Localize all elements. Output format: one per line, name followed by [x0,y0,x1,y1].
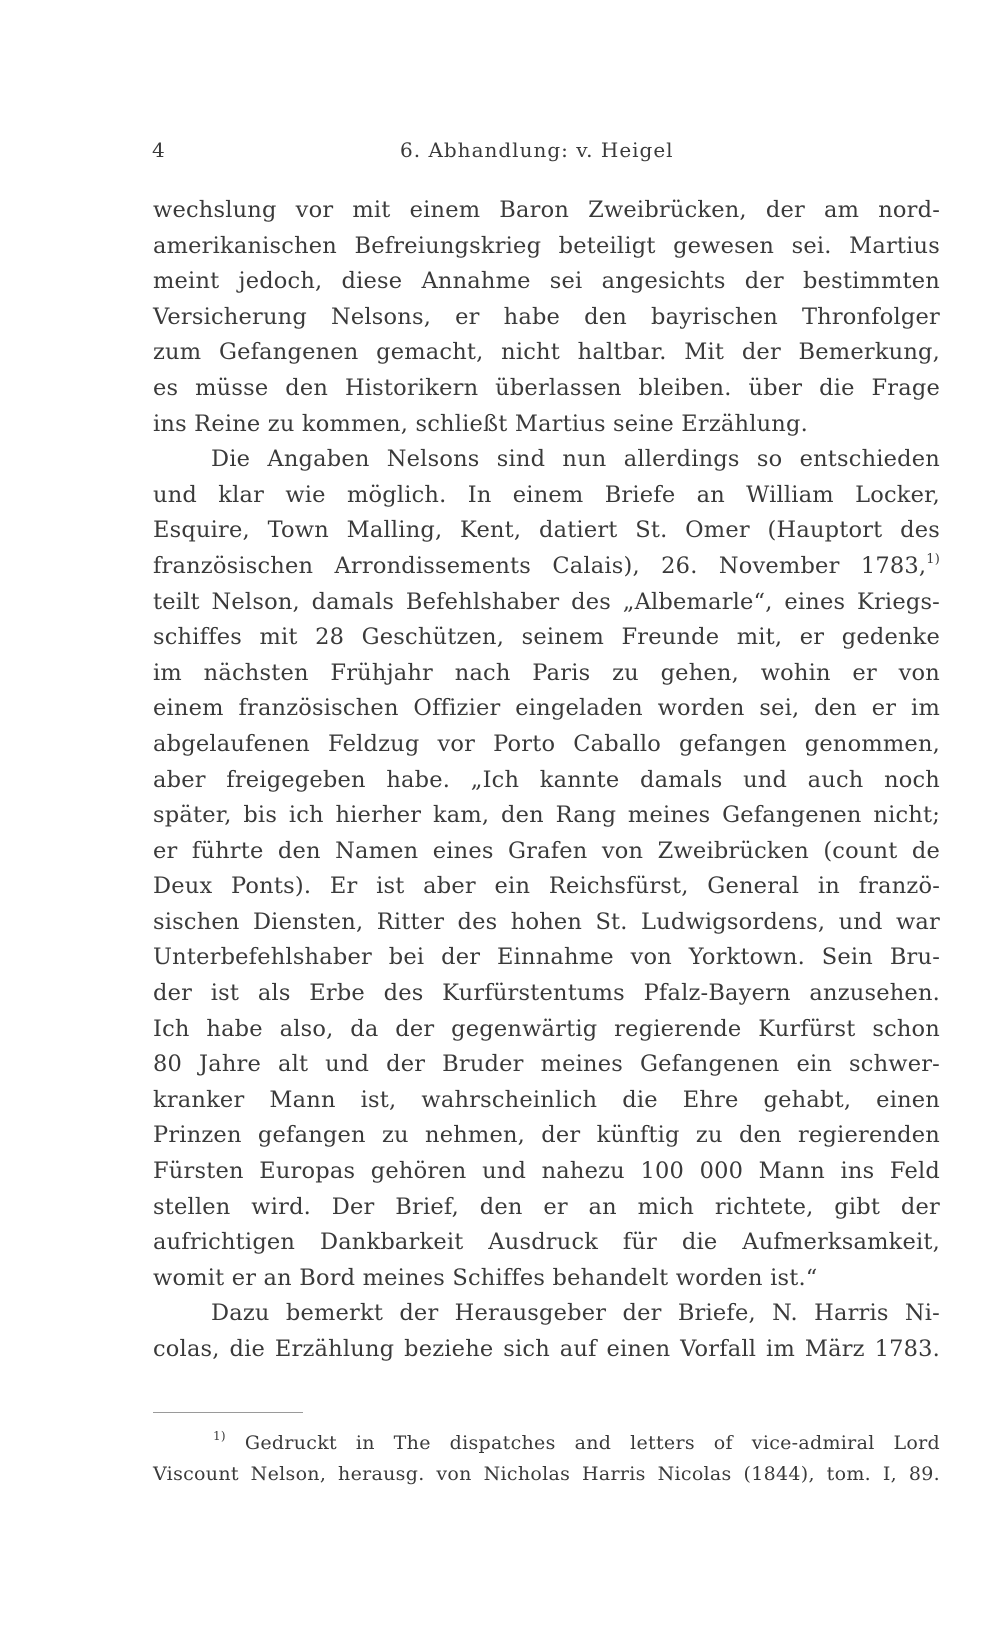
text-line-with-footnote [153,549,940,585]
footnote-reference: 1) [926,551,940,567]
text-line: Deux Ponts). Er ist aber ein Reichsfürst, General in franzö- [153,873,940,900]
text-line: 80 Jahre alt und der Bruder meines Gefangenen ein schwer- [153,1051,940,1078]
text-line: es müsse den Historikern überlassen bleiben. über die Frage [153,374,940,401]
text-line: und klar wie möglich. In einem Briefe an William Locker, [153,481,940,508]
text-line: womit er an Bord meines Schiffes behandelt worden ist.“ [153,1264,818,1291]
text-line: im nächsten Frühjahr nach Paris zu gehen, wohin er von [153,659,940,686]
text-line: kranker Mann ist, wahrscheinlich die Ehre gehabt, einen [153,1086,940,1113]
text-line: schiffes mit 28 Geschützen, seinem Freunde mit, er gedenke [153,624,940,651]
footnote-text: Gedruckt in The dispatches and letters of vice-admiral Lord [244,1432,940,1454]
text-line: abgelaufenen Feldzug vor Porto Caballo gefangen genommen, [153,730,940,757]
text-line: teilt Nelson, damals Befehlshaber des „Albemarle“, eines Kriegs- [153,588,940,615]
footnote-divider [153,1412,303,1413]
text-line: Fürsten Europas gehören und nahezu 100 000 Mann ins Feld [153,1158,940,1185]
text-line-content: französischen Arrondissements Calais), 26. November 1783, [153,552,927,579]
text-line: einem französischen Offizier eingeladen worden sei, den er im [153,695,940,722]
text-line: später, bis ich hierher kam, den Rang meines Gefangenen nicht; [153,802,940,829]
text-line: Dazu bemerkt der Herausgeber der Briefe, N. Harris Ni- [211,1300,940,1327]
text-line: aufrichtigen Dankbarkeit Ausdruck für die Aufmerksamkeit, [153,1229,940,1256]
text-line: zum Gefangenen gemacht, nicht haltbar. Mit der Bemerkung, [153,339,940,366]
main-text [153,193,940,1368]
text-line: meint jedoch, diese Annahme sei angesichts der bestimmten [153,268,940,295]
text-line: sischen Diensten, Ritter des hohen St. Ludwigsordens, und war [153,908,940,935]
footnote [153,1428,940,1490]
text-line: Unterbefehlshaber bei der Einnahme von Yorktown. Sein Bru- [153,944,940,971]
page-number: 4 [152,138,166,162]
running-title: 6. Abhandlung: v. Heigel [400,138,674,162]
text-line: Versicherung Nelsons, er habe den bayrischen Thronfolger [153,303,940,330]
text-line: er führte den Namen eines Grafen von Zweibrücken (count de [153,837,940,864]
text-line: der ist als Erbe des Kurfürstentums Pfalz-Bayern anzusehen. [153,980,940,1007]
running-header [152,138,932,170]
footnote-line [153,1428,940,1459]
text-line: ins Reine zu kommen, schließt Martius seine Erzählung. [153,410,808,437]
text-line: Prinzen gefangen zu nehmen, der künftig zu den regierenden [153,1122,940,1149]
text-line: wechslung vor mit einem Baron Zweibrücken, der am nord- [153,197,940,223]
text-line: colas, die Erzählung beziehe sich auf einen Vorfall im März 1783. [153,1336,940,1362]
text-line: stellen wird. Der Brief, den er an mich richtete, gibt der [153,1193,940,1220]
text-line: Esquire, Town Malling, Kent, datiert St. Omer (Hauptort des [153,517,940,544]
text-line: Die Angaben Nelsons sind nun allerdings so entschieden [211,446,940,473]
text-line: amerikanischen Befreiungskrieg beteiligt gewesen sei. Martius [153,232,940,259]
text-line: Ich habe also, da der gegenwärtig regierende Kurfürst schon [153,1015,940,1042]
footnote-line: Viscount Nelson, herausg. von Nicholas Harris Nicolas (1844), tom. I, 89. [153,1463,940,1485]
footnote-marker: 1) [213,1429,226,1443]
text-line: aber freigegeben habe. „Ich kannte damals und auch noch [153,766,940,793]
